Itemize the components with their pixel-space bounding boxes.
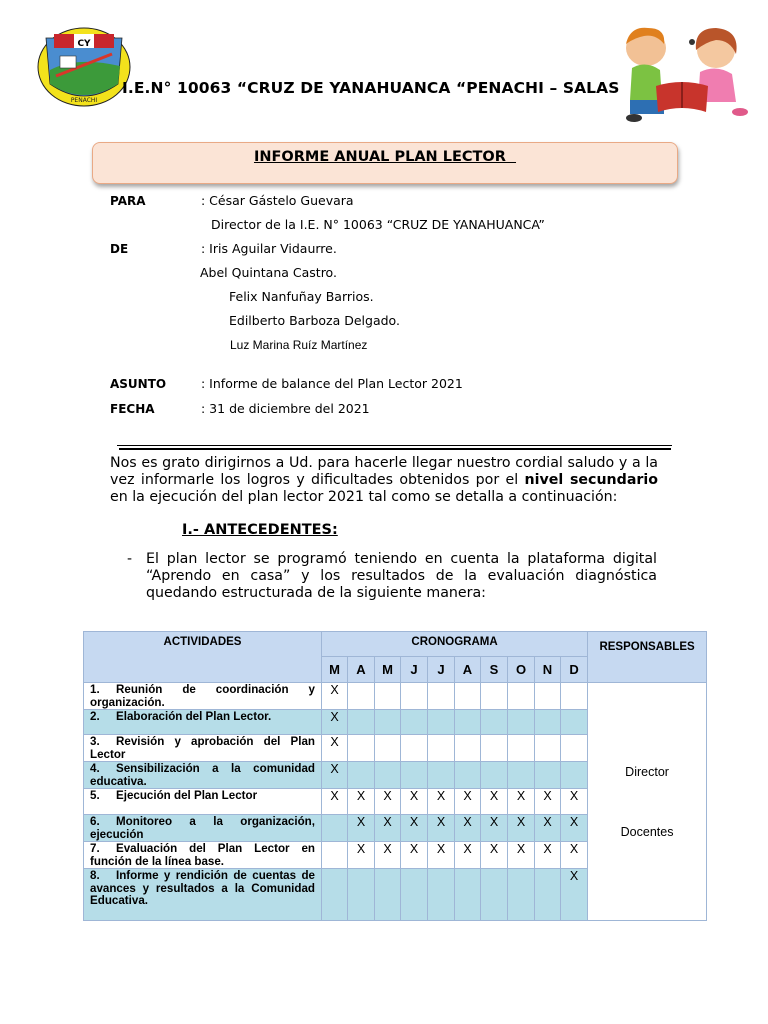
intro-line-2	[110, 472, 658, 489]
de-sender-2: Abel Quintana Castro.	[200, 265, 337, 280]
activity-number: 1.	[90, 683, 100, 696]
activity-text: Sensibilización a la comunidad educativa.	[90, 762, 315, 788]
schedule-mark: X	[348, 842, 375, 869]
schedule-mark	[455, 762, 481, 789]
schedule-mark: X	[535, 789, 561, 815]
schedule-table	[83, 631, 707, 921]
schedule-mark: X	[508, 842, 535, 869]
schedule-mark	[375, 869, 401, 921]
schedule-mark: X	[561, 869, 588, 921]
schedule-mark: X	[322, 735, 348, 762]
schedule-mark	[481, 710, 508, 735]
schedule-mark: X	[561, 842, 588, 869]
activity-text: Revisión y aprobación del Plan Lector	[90, 735, 315, 761]
schedule-mark	[348, 683, 375, 710]
schedule-mark	[535, 762, 561, 789]
month-header: J	[401, 657, 428, 683]
para-recipient-role: Director de la I.E. N° 10063 “CRUZ DE YANAHUANCA”	[211, 217, 545, 232]
schedule-mark: X	[322, 710, 348, 735]
schedule-mark	[455, 683, 481, 710]
activity-number: 6.	[90, 815, 100, 828]
de-label: DE	[110, 242, 129, 256]
separator-line-thick	[119, 448, 671, 450]
schedule-mark	[375, 710, 401, 735]
activity-cell	[84, 869, 322, 921]
col-header-activities: ACTIVIDADES	[84, 632, 322, 683]
activity-number: 5.	[90, 789, 100, 802]
month-header: A	[455, 657, 481, 683]
schedule-mark: X	[561, 815, 588, 842]
schedule-mark: X	[561, 789, 588, 815]
responsible-teachers: Docentes	[620, 824, 674, 839]
schedule-mark	[348, 869, 375, 921]
de-sender-3: Felix Nanfuñay Barrios.	[229, 289, 374, 304]
schedule-mark	[322, 869, 348, 921]
schedule-mark	[401, 735, 428, 762]
school-name: I.E.N° 10063 “CRUZ DE YANAHUANCA “PENACHI – SALAS	[122, 79, 620, 97]
schedule-mark	[401, 710, 428, 735]
schedule-mark: X	[535, 842, 561, 869]
schedule-mark: X	[481, 842, 508, 869]
report-title: INFORME ANUAL PLAN LECTOR	[253, 149, 517, 165]
schedule-mark: X	[428, 815, 455, 842]
schedule-mark: X	[375, 789, 401, 815]
schedule-mark	[508, 762, 535, 789]
month-header: M	[322, 657, 348, 683]
intro-line-3: en la ejecución del plan lector 2021 tal como se detalla a continuación:	[110, 489, 618, 505]
schedule-mark: X	[322, 789, 348, 815]
fecha-label: FECHA	[110, 402, 155, 416]
schedule-mark	[348, 710, 375, 735]
school-crest-logo	[36, 26, 132, 108]
col-header-responsible: RESPONSABLES	[588, 632, 707, 683]
schedule-mark	[375, 683, 401, 710]
para-recipient: : César Gástelo Guevara	[201, 193, 354, 208]
schedule-mark	[455, 869, 481, 921]
schedule-mark	[401, 683, 428, 710]
bullet-line-2: “Aprendo en casa” y los resultados de la evaluación diagnóstica	[146, 568, 657, 584]
responsible-director: Director	[625, 764, 669, 779]
schedule-mark: X	[401, 815, 428, 842]
schedule-mark	[375, 735, 401, 762]
activity-cell	[84, 842, 322, 869]
intro-line-2-text: vez informarle los logros y dificultades obtenidos por el	[110, 472, 525, 488]
de-sender-1: : Iris Aguilar Vidaurre.	[201, 241, 337, 256]
schedule-mark	[535, 683, 561, 710]
bullet-line-1: El plan lector se programó teniendo en cuenta la plataforma digital	[146, 551, 657, 567]
activity-cell	[84, 815, 322, 842]
schedule-mark	[508, 869, 535, 921]
activity-cell	[84, 735, 322, 762]
fecha-text: : 31 de diciembre del 2021	[201, 401, 370, 416]
schedule-mark	[428, 869, 455, 921]
schedule-mark: X	[375, 842, 401, 869]
schedule-mark	[508, 710, 535, 735]
schedule-mark	[561, 683, 588, 710]
activity-cell	[84, 683, 322, 710]
month-header: M	[375, 657, 401, 683]
schedule-mark	[455, 710, 481, 735]
separator-line	[117, 445, 672, 446]
intro-emphasis: nivel secundario	[524, 472, 658, 488]
schedule-mark	[401, 762, 428, 789]
schedule-mark	[508, 683, 535, 710]
schedule-mark	[428, 683, 455, 710]
section-heading: I.- ANTECEDENTES:	[182, 522, 338, 538]
schedule-mark: X	[508, 789, 535, 815]
activity-text: Evaluación del Plan Lector en función de la línea base.	[90, 842, 315, 868]
activity-text: Reunión de coordinación y organización.	[90, 683, 315, 709]
table-row	[84, 683, 707, 710]
schedule-mark	[561, 710, 588, 735]
activity-text: Informe y rendición de cuentas de avances y resultados a la Comunidad Educativa.	[90, 869, 315, 907]
schedule-mark	[535, 710, 561, 735]
activity-cell	[84, 762, 322, 789]
schedule-mark	[481, 762, 508, 789]
activity-number: 7.	[90, 842, 100, 855]
schedule-mark: X	[455, 842, 481, 869]
logo-text-top: CY	[77, 39, 91, 49]
activity-number: 8.	[90, 869, 100, 882]
schedule-mark	[348, 735, 375, 762]
schedule-mark	[322, 842, 348, 869]
activity-text: Elaboración del Plan Lector.	[116, 710, 272, 723]
schedule-mark	[428, 735, 455, 762]
schedule-mark	[535, 735, 561, 762]
schedule-mark	[455, 735, 481, 762]
activity-cell	[84, 710, 322, 735]
schedule-mark: X	[401, 789, 428, 815]
schedule-mark	[401, 869, 428, 921]
schedule-mark	[561, 762, 588, 789]
bullet-dash: -	[127, 551, 133, 567]
schedule-mark	[508, 735, 535, 762]
schedule-mark: X	[535, 815, 561, 842]
activity-text: Ejecución del Plan Lector	[116, 789, 258, 802]
de-sender-4: Edilberto Barboza Delgado.	[229, 313, 400, 328]
schedule-mark: X	[455, 789, 481, 815]
schedule-mark	[322, 815, 348, 842]
para-label: PARA	[110, 194, 146, 208]
schedule-mark: X	[348, 815, 375, 842]
activity-number: 3.	[90, 735, 100, 748]
schedule-mark: X	[375, 815, 401, 842]
month-header: S	[481, 657, 508, 683]
intro-line-1: Nos es grato dirigirnos a Ud. para hacerle llegar nuestro cordial saludo y a la	[110, 455, 658, 471]
asunto-label: ASUNTO	[110, 377, 167, 391]
schedule-mark: X	[508, 815, 535, 842]
schedule-mark	[481, 735, 508, 762]
title-banner	[92, 142, 678, 184]
schedule-mark: X	[322, 683, 348, 710]
responsible-cell	[588, 683, 707, 921]
schedule-mark	[375, 762, 401, 789]
month-header: N	[535, 657, 561, 683]
schedule-mark: X	[428, 842, 455, 869]
schedule-mark: X	[481, 815, 508, 842]
schedule-mark: X	[455, 815, 481, 842]
schedule-mark	[561, 735, 588, 762]
col-header-schedule: CRONOGRAMA	[322, 632, 588, 657]
schedule-mark	[535, 869, 561, 921]
de-sender-5: Luz Marina Ruíz Martínez	[230, 338, 368, 352]
activity-cell	[84, 789, 322, 815]
schedule-mark	[428, 710, 455, 735]
schedule-mark: X	[428, 789, 455, 815]
schedule-mark	[428, 762, 455, 789]
asunto-text: : Informe de balance del Plan Lector 2021	[201, 376, 463, 391]
schedule-mark: X	[401, 842, 428, 869]
schedule-mark: X	[348, 789, 375, 815]
activity-number: 2.	[90, 710, 100, 723]
schedule-mark	[348, 762, 375, 789]
month-header: A	[348, 657, 375, 683]
month-header: O	[508, 657, 535, 683]
activity-number: 4.	[90, 762, 100, 775]
schedule-mark	[481, 683, 508, 710]
schedule-mark: X	[322, 762, 348, 789]
children-reading-illustration	[616, 20, 752, 128]
logo-text-bottom: PENACHI	[70, 97, 98, 104]
bullet-line-3: quedando estructurada de la siguiente manera:	[146, 585, 486, 601]
month-header: J	[428, 657, 455, 683]
month-header: D	[561, 657, 588, 683]
schedule-mark	[481, 869, 508, 921]
activity-text: Monitoreo a la organización, ejecución	[90, 815, 315, 841]
schedule-mark: X	[481, 789, 508, 815]
